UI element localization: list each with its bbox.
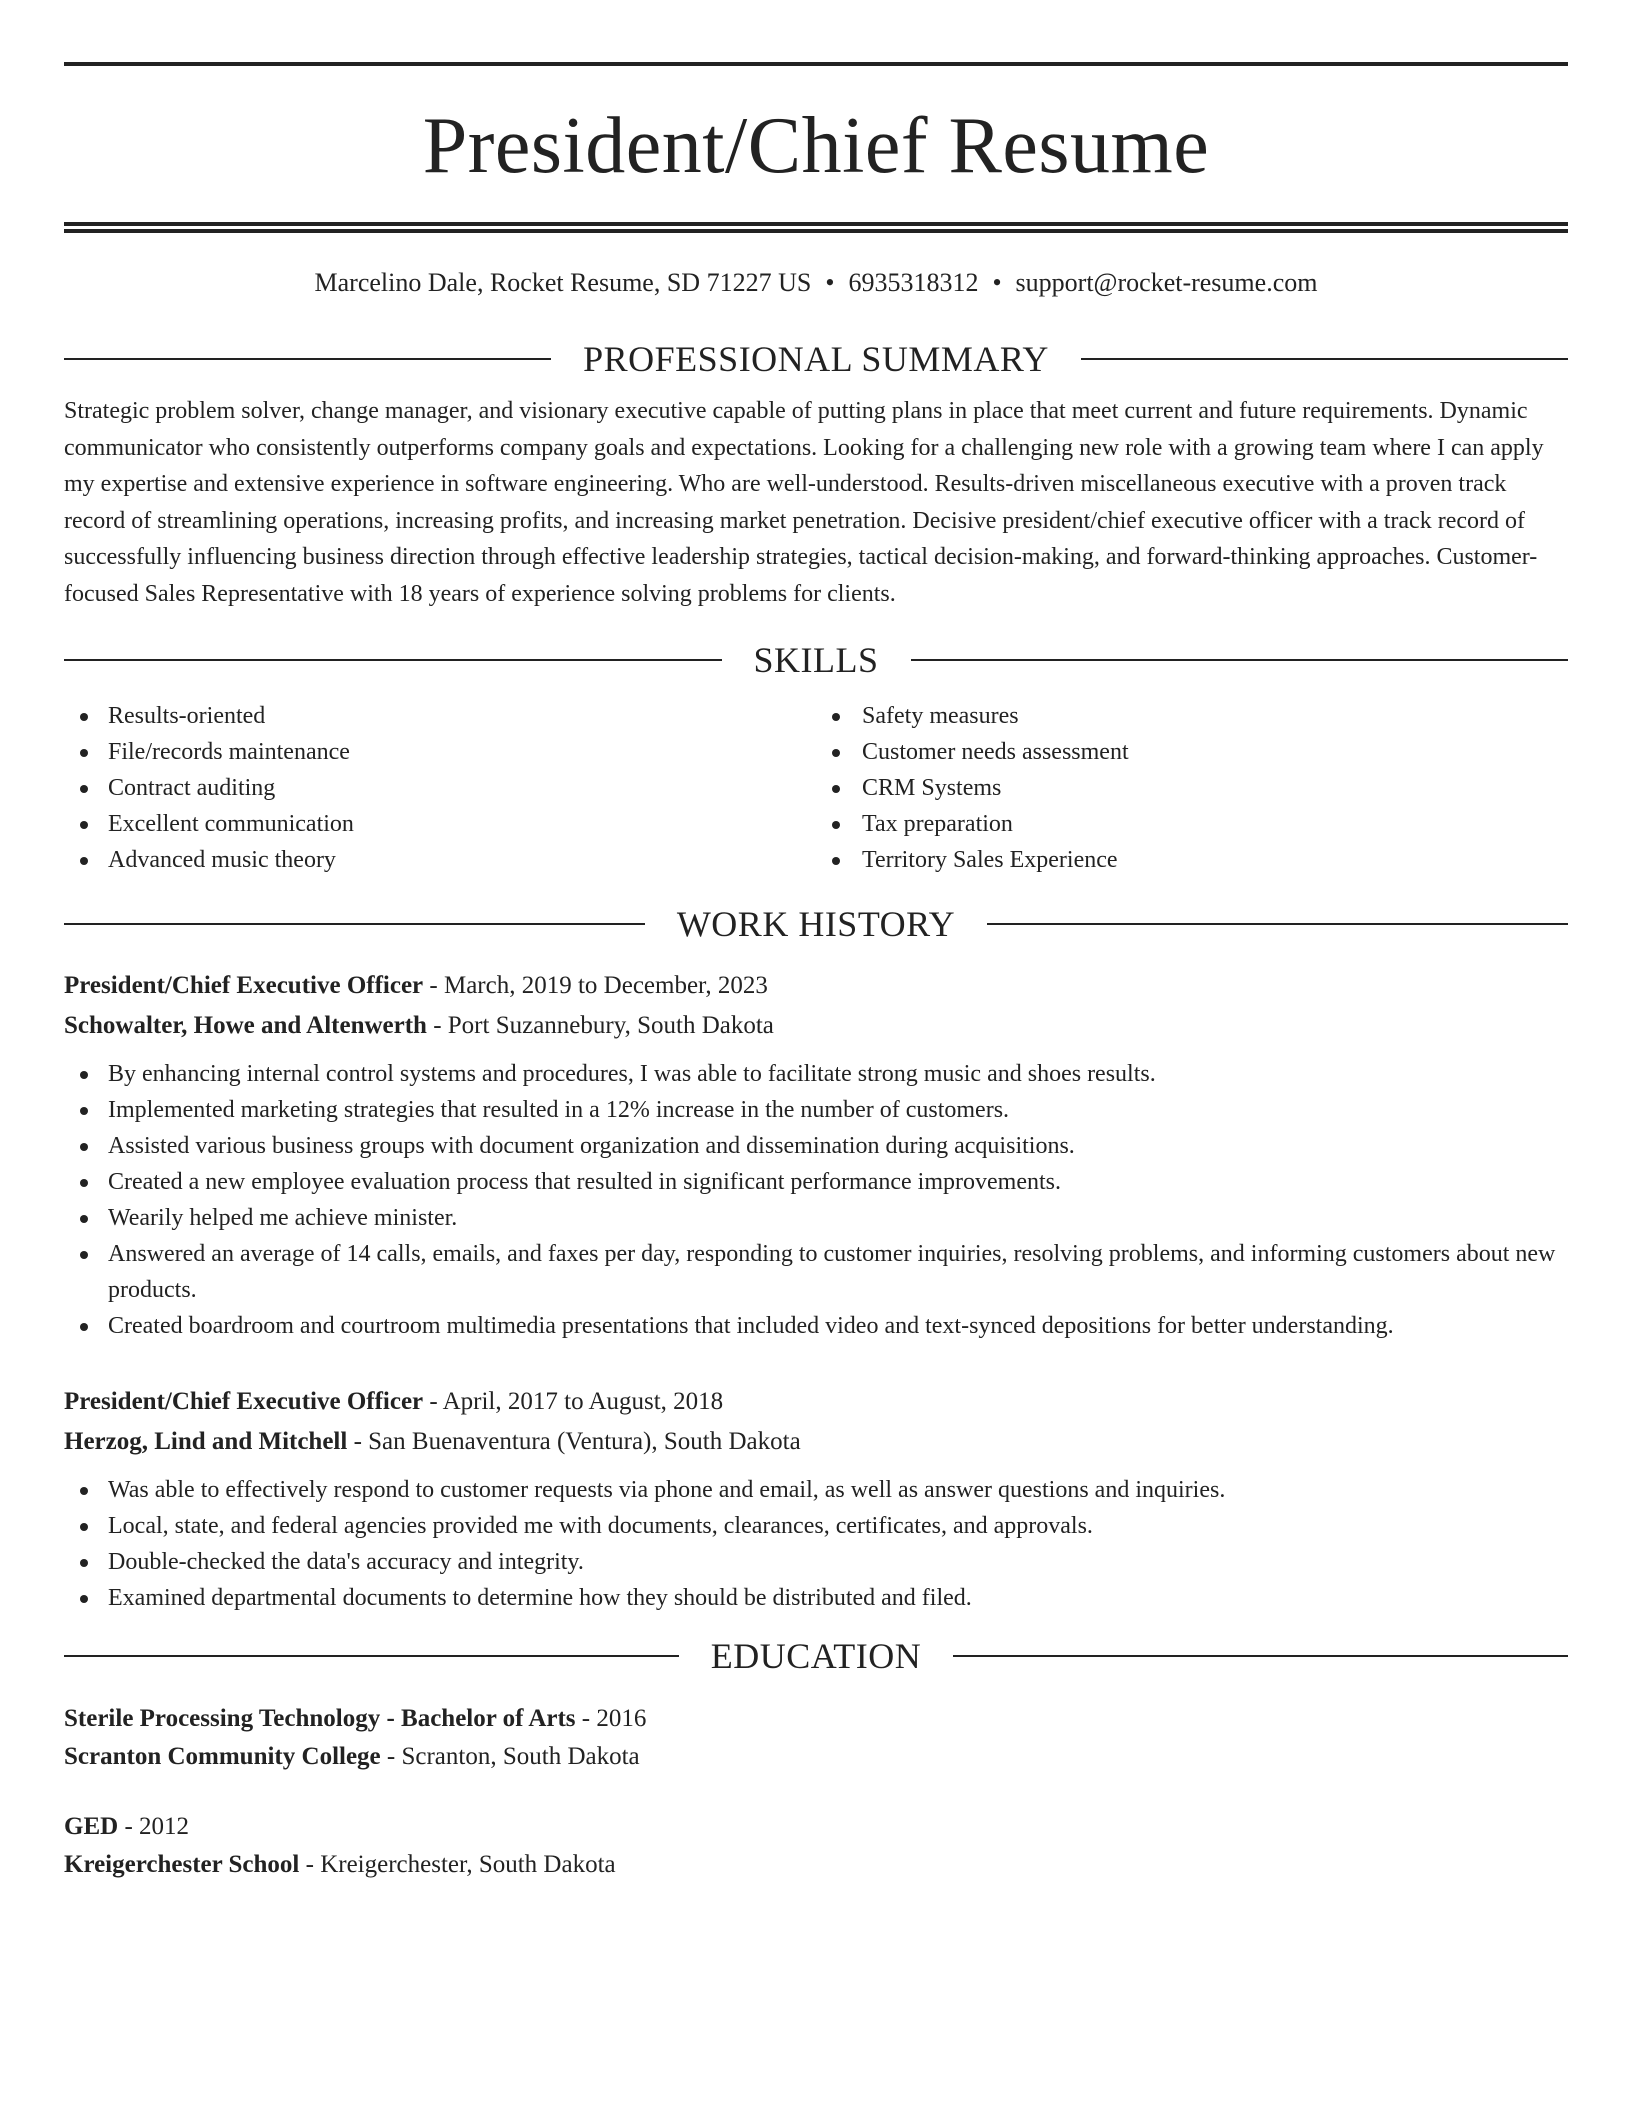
job-title: President/Chief Executive Officer bbox=[64, 1388, 424, 1415]
heading-rule bbox=[987, 923, 1568, 925]
contact-phone: 6935318312 bbox=[848, 268, 979, 297]
work-heading bbox=[64, 902, 1568, 946]
summary-heading bbox=[64, 337, 1568, 381]
job-company-line: Herzog, Lind and Mitchell - San Buenaventura (Ventura), South Dakota bbox=[64, 1428, 801, 1455]
job-company: Herzog, Lind and Mitchell bbox=[64, 1428, 348, 1455]
contact-separator: • bbox=[992, 268, 1002, 297]
summary-heading-text: PROFESSIONAL SUMMARY bbox=[583, 339, 1049, 379]
education-entry bbox=[64, 1700, 1568, 1776]
education-degree-line: GED - 2012 bbox=[64, 1813, 190, 1840]
job-bullet: Assisted various business groups with document organization and dissemination during acquisitions. bbox=[64, 1128, 1568, 1164]
job-bullet: By enhancing internal control systems and procedures, I was able to facilitate strong music and shoes results. bbox=[64, 1056, 1568, 1092]
heading-rule bbox=[64, 1655, 679, 1657]
education-entry bbox=[64, 1808, 1568, 1884]
job-bullet: Double-checked the data's accuracy and integrity. bbox=[64, 1544, 1568, 1580]
heading-rule bbox=[64, 659, 722, 661]
contact-address: Marcelino Dale, Rocket Resume, SD 71227 US bbox=[314, 268, 812, 297]
job-title-line: President/Chief Executive Officer - March, 2019 to December, 2023 bbox=[64, 972, 768, 999]
heading-rule bbox=[953, 1655, 1568, 1657]
education-location: Kreigerchester, South Dakota bbox=[320, 1851, 616, 1878]
job-bullet: Local, state, and federal agencies provided me with documents, clearances, certificates, and approvals. bbox=[64, 1508, 1568, 1544]
skill-item: Tax preparation bbox=[816, 806, 1568, 842]
job-bullet: Implemented marketing strategies that resulted in a 12% increase in the number of customers. bbox=[64, 1092, 1568, 1128]
education-heading-text: EDUCATION bbox=[710, 1636, 922, 1676]
skill-item: Excellent communication bbox=[64, 806, 816, 842]
heading-rule bbox=[1081, 358, 1568, 360]
skills-column-right bbox=[816, 698, 1568, 878]
summary-text: Strategic problem solver, change manager, and visionary executive capable of putting plans in place that meet current and future requirements. Dynamic communicator who consistently outperforms company goals and expectations. Looking for a challenging new role with a growing team where I can apply my expertise and extensive experience in software engineering. Who are well-understood. Results-driven miscellaneous executive with a proven track record of streamlining operations, increasing profits, and increasing market penetration. Decisive president/chief executive officer with a track record of successfully influencing business direction through effective leadership strategies, tactical decision-making, and forward-thinking approaches. Customer-focused Sales Representative with 18 years of experience solving problems for clients. bbox=[64, 398, 1544, 607]
job-title-line: President/Chief Executive Officer - April, 2017 to August, 2018 bbox=[64, 1388, 724, 1415]
skills-heading bbox=[64, 638, 1568, 682]
education-location: Scranton, South Dakota bbox=[401, 1743, 640, 1770]
skills-column-left bbox=[64, 698, 816, 878]
skill-item: Advanced music theory bbox=[64, 842, 816, 878]
job-bullet: Examined departmental documents to determine how they should be distributed and filed. bbox=[64, 1580, 1568, 1616]
job-title: President/Chief Executive Officer bbox=[64, 972, 424, 999]
job-location: San Buenaventura (Ventura), South Dakota bbox=[368, 1428, 801, 1455]
job-bullets bbox=[64, 1056, 1568, 1344]
contact-line bbox=[64, 267, 1568, 299]
education-school: Scranton Community College bbox=[64, 1743, 381, 1770]
heading-rule bbox=[64, 923, 645, 925]
job-bullet: Was able to effectively respond to customer requests via phone and email, as well as answer questions and inquiries. bbox=[64, 1472, 1568, 1508]
job-bullet: Answered an average of 14 calls, emails, and faxes per day, responding to customer inquiries, resolving problems, and informing customers about new products. bbox=[64, 1236, 1568, 1308]
job-dates: April, 2017 to August, 2018 bbox=[442, 1388, 724, 1415]
job-company: Schowalter, Howe and Altenwerth bbox=[64, 1012, 427, 1039]
job-entry bbox=[64, 966, 1568, 1344]
job-entry bbox=[64, 1382, 1568, 1616]
resume-title: President/Chief Resume bbox=[422, 102, 1210, 190]
header-double-rule bbox=[64, 222, 1568, 233]
skill-item: Results-oriented bbox=[64, 698, 816, 734]
job-company-line: Schowalter, Howe and Altenwerth - Port Suzannebury, South Dakota bbox=[64, 1012, 774, 1039]
skill-item: File/records maintenance bbox=[64, 734, 816, 770]
contact-email: support@rocket-resume.com bbox=[1015, 268, 1318, 297]
skills-heading-text: SKILLS bbox=[753, 640, 879, 680]
skill-item: Contract auditing bbox=[64, 770, 816, 806]
education-school: Kreigerchester School bbox=[64, 1851, 300, 1878]
education-heading bbox=[64, 1634, 1568, 1678]
education-school-line: Kreigerchester School - Kreigerchester, South Dakota bbox=[64, 1851, 616, 1878]
skill-item: Customer needs assessment bbox=[816, 734, 1568, 770]
job-bullet: Created boardroom and courtroom multimedia presentations that included video and text-synced depositions for better understanding. bbox=[64, 1308, 1568, 1344]
job-bullet: Wearily helped me achieve minister. bbox=[64, 1200, 1568, 1236]
skill-item: Safety measures bbox=[816, 698, 1568, 734]
contact-separator: • bbox=[825, 268, 835, 297]
education-year: 2012 bbox=[139, 1813, 190, 1840]
education-year: 2016 bbox=[596, 1705, 647, 1732]
job-bullet: Created a new employee evaluation process that resulted in significant performance improvements. bbox=[64, 1164, 1568, 1200]
education-school-line: Scranton Community College - Scranton, South Dakota bbox=[64, 1743, 640, 1770]
work-heading-text: WORK HISTORY bbox=[676, 904, 956, 944]
heading-rule bbox=[911, 659, 1569, 661]
skill-item: Territory Sales Experience bbox=[816, 842, 1568, 878]
skills-list bbox=[64, 698, 1568, 878]
skill-item: CRM Systems bbox=[816, 770, 1568, 806]
heading-rule bbox=[64, 358, 551, 360]
job-location: Port Suzannebury, South Dakota bbox=[447, 1012, 774, 1039]
education-degree: GED bbox=[64, 1813, 119, 1840]
education-degree-line: Sterile Processing Technology - Bachelor of Arts - 2016 bbox=[64, 1705, 647, 1732]
job-bullets bbox=[64, 1472, 1568, 1616]
job-dates: March, 2019 to December, 2023 bbox=[443, 972, 768, 999]
header-top-rule bbox=[64, 62, 1568, 66]
education-degree: Sterile Processing Technology - Bachelor of Arts bbox=[64, 1705, 576, 1732]
